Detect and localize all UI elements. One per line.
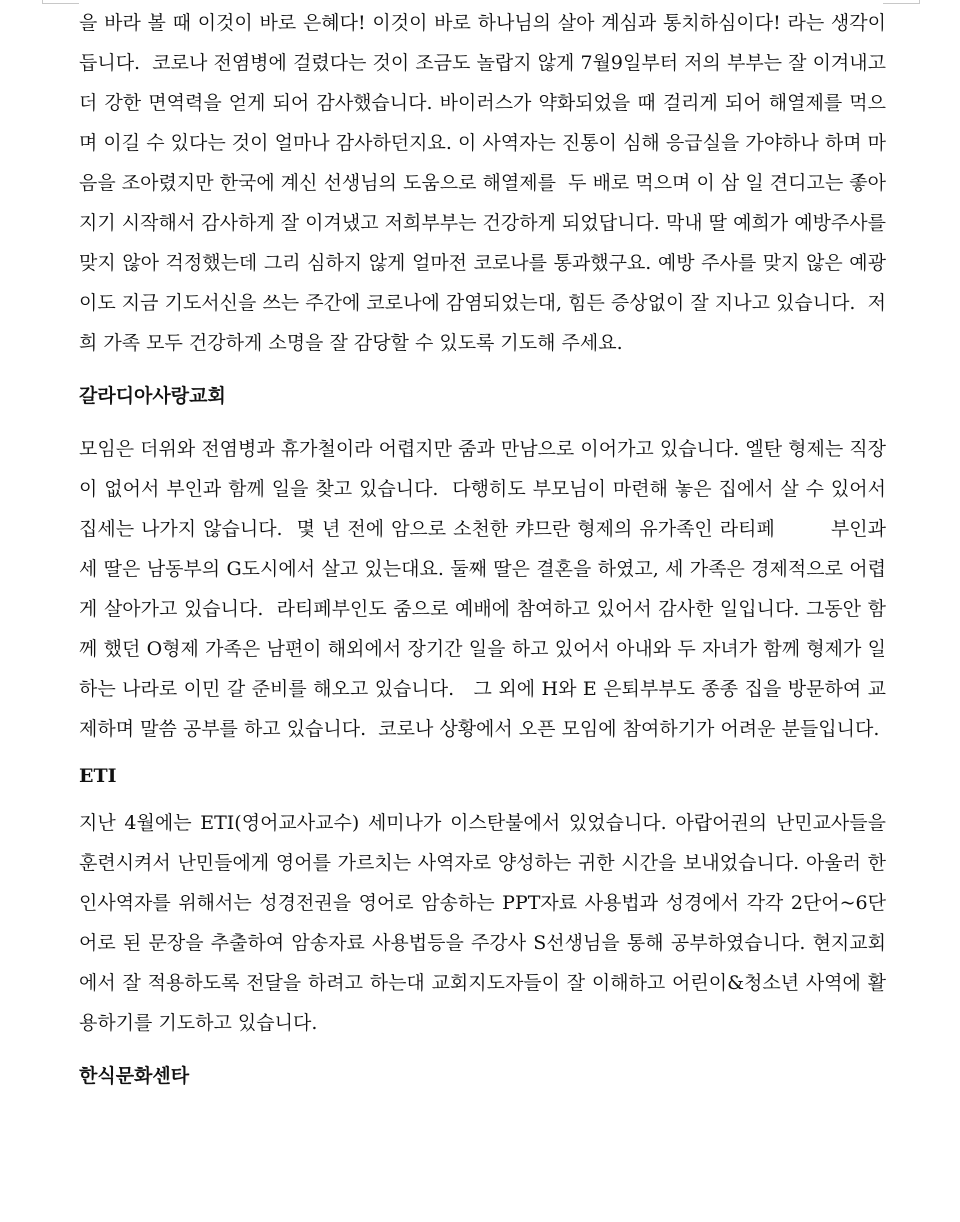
section-heading-korean-food-center: 한식문화센타 — [79, 1065, 190, 1087]
paragraph-eti-seminar: 지난 4월에는 ETI(영어교사교수) 세미나가 이스탄불에서 있었습니다. 아랍어권의 난민교사들을 훈련시켜서 난민들에게 영어를 가르치는 사역자로 양성하는 귀한 시간을 보내었습니다. 아울러 한인사역자를 위해서는 성경전권을 영어로 암송하는 PPT자료 사용법과 성경에서 각각 2단어~6단어로 된 문장을 추출하여 암송자료 사용법등을 주강사 S선생님을 통해 공부하였습니다. 현지교회에서 잘 적용하도록 전달을 하려고 하는대 교회지도자들이 잘 이해하고 어린이&청소년 사역에 활용하기를 기도하고 있습니다. — [79, 812, 893, 1034]
document-body — [79, 0, 893, 1096]
section-heading-eti: ETI — [79, 765, 117, 787]
page-corner-mark-left — [42, 0, 79, 4]
page-corner-mark-right — [883, 0, 920, 4]
paragraph-family-health: 을 바라 볼 때 이것이 바로 은혜다! 이것이 바로 하나님의 살아 계심과 통치하심이다! 라는 생각이 듭니다. 코로나 전염병에 걸렸다는 것이 조금도 놀랍지 않게 7월9일부터 저의 부부는 잘 이겨내고 더 강한 면역력을 얻게 되어 감사했습니다. 바이러스가 약화되었을 때 걸리게 되어 해열제를 먹으며 이길 수 있다는 것이 얼마나 감사하던지요. 이 사역자는 진통이 심해 응급실을 가야하나 하며 마음을 조아렸지만 한국에 계신 선생님의 도움으로 해열제를 두 배로 먹으며 이 삼 일 견디고는 좋아지기 시작해서 감사하게 잘 이겨냈고 저희부부는 건강하게 되었답니다. 막내 딸 예희가 예방주사를 맞지 않아 걱정했는데 그리 심하지 않게 얼마전 코로나를 통과했구요. 예방 주사를 맞지 않은 예광이도 지금 기도서신을 쓰는 주간에 코로나에 감염되었는대, 힘든 증상없이 잘 지나고 있습니다. 저희 가족 모두 건강하게 소명을 잘 감당할 수 있도록 기도해 주세요. — [79, 12, 893, 354]
section-heading-galatia-church: 갈라디아사랑교회 — [79, 385, 226, 407]
paragraph-church-meetings: 모임은 더위와 전염병과 휴가철이라 어렵지만 줌과 만남으로 이어가고 있습니다. 엘탄 형제는 직장이 없어서 부인과 함께 일을 찾고 있습니다. 다행히도 부모님이 마련해 놓은 집에서 살 수 있어서 집세는 나가지 않습니다. 몇 년 전에 암으로 소천한 캬므란 형제의 유가족인 라티페 부인과 세 딸은 남동부의 G도시에서 살고 있는대요. 둘째 딸은 결혼을 하였고, 세 가족은 경제적으로 어렵게 살아가고 있습니다. 라티페부인도 줌으로 예배에 참여하고 있어서 감사한 일입니다. 그동안 함께 했던 O형제 가족은 남편이 해외에서 장기간 일을 하고 있어서 아내와 두 자녀가 함께 형제가 일하는 나라로 이민 갈 준비를 해오고 있습니다. 그 외에 H와 E 은퇴부부도 종종 집을 방문하여 교제하며 말씀 공부를 하고 있습니다. 코로나 상황에서 오픈 모임에 참여하기가 어려운 분들입니다. — [79, 438, 893, 740]
